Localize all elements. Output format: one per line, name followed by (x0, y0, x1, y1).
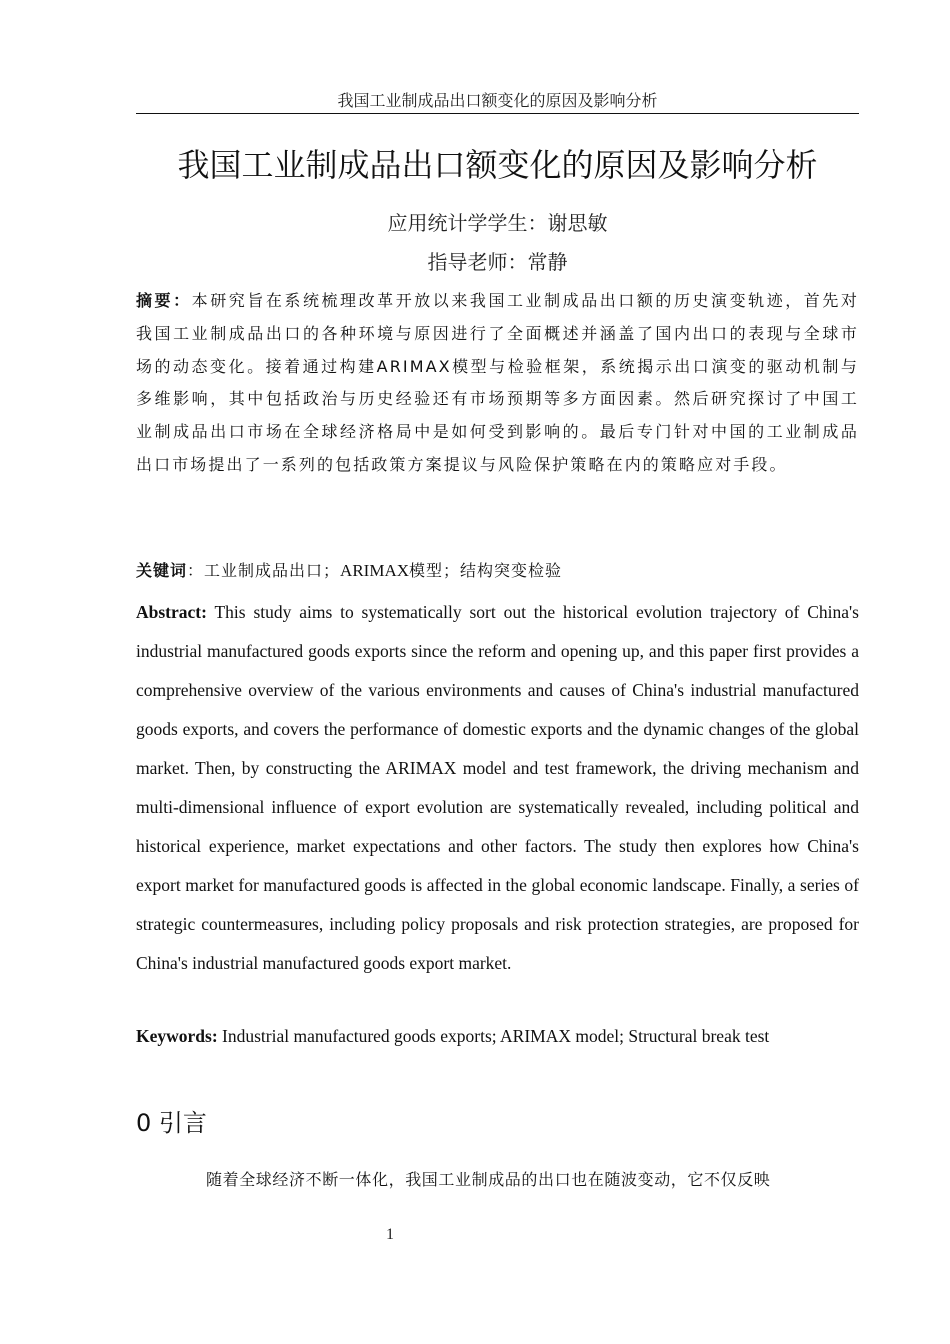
keywords-en-label: Keywords: (136, 1026, 218, 1046)
abstract-en (136, 593, 859, 983)
keywords-cn-separator: ： (187, 561, 205, 580)
keywords-cn-label: 关键词 (136, 561, 188, 580)
keywords-cn-item-2: ARIMAX (340, 561, 409, 580)
keywords-cn-item-1: 工业制成品出口； (204, 561, 341, 580)
advisor-line: 指导老师：常静 (427, 250, 568, 274)
paper-title: 我国工业制成品出口额变化的原因及影响分析 (177, 146, 818, 184)
keywords-cn (136, 557, 859, 585)
abstract-en-text: This study aims to systematically sort out the historical evolution trajectory of China's industrial manufactured goods exports since the reform and opening up, and this paper first provides a comprehensive overview of the various environments and causes of China's industrial manufactured goods exports, and covers the performance of domestic exports and the dynamic changes of the global market. Then, by constructing the ARIMAX model and test framework, the driving mechanism and multi-dimensional influence of export evolution are systematically revealed, including political and historical experience, market expectations and other factors. The study then explores how China's export market for manufactured goods is affected in the global economic landscape. Finally, a series of strategic countermeasures, including policy proposals and risk protection strategies, are proposed for China's industrial manufactured goods export market. (136, 602, 859, 973)
abstract-cn-label: 摘要： (136, 291, 192, 310)
abstract-cn-text: 本研究旨在系统梳理改革开放以来我国工业制成品出口额的历史演变轨迹，首先对我国工业制成品出口的各种环境与原因进行了全面概述并涵盖了国内出口的表现与全球市场的动态变化。接着通过构建ARIMAX模型与检验框架，系统揭示出口演变的驱动机制与多维影响，其中包括政治与历史经验还有市场预期等多方面因素。然后研究探讨了中国工业制成品出口市场在全球经济格局中是如何受到影响的。最后专门针对中国的工业制成品出口市场提出了一系列的包括政策方案提议与风险保护策略在内的策略应对手段。 (136, 291, 859, 474)
keywords-cn-item-3: 模型；结构突变检验 (409, 561, 563, 580)
keywords-en (136, 1022, 859, 1050)
abstract-en-label: Abstract: (136, 602, 207, 622)
student-line: 应用统计学学生：谢思敏 (387, 211, 608, 235)
page-number: 1 (386, 1226, 394, 1243)
keywords-en-text: Industrial manufactured goods exports; ARIMAX model; Structural break test (222, 1026, 770, 1046)
abstract-cn (136, 285, 859, 482)
body-paragraph: 随着全球经济不断一体化，我国工业制成品的出口也在随波变动，它不仅反映 (206, 1170, 771, 1189)
section-heading: 0 引言 (136, 1109, 207, 1137)
running-header: 我国工业制成品出口额变化的原因及影响分析 (136, 90, 859, 114)
